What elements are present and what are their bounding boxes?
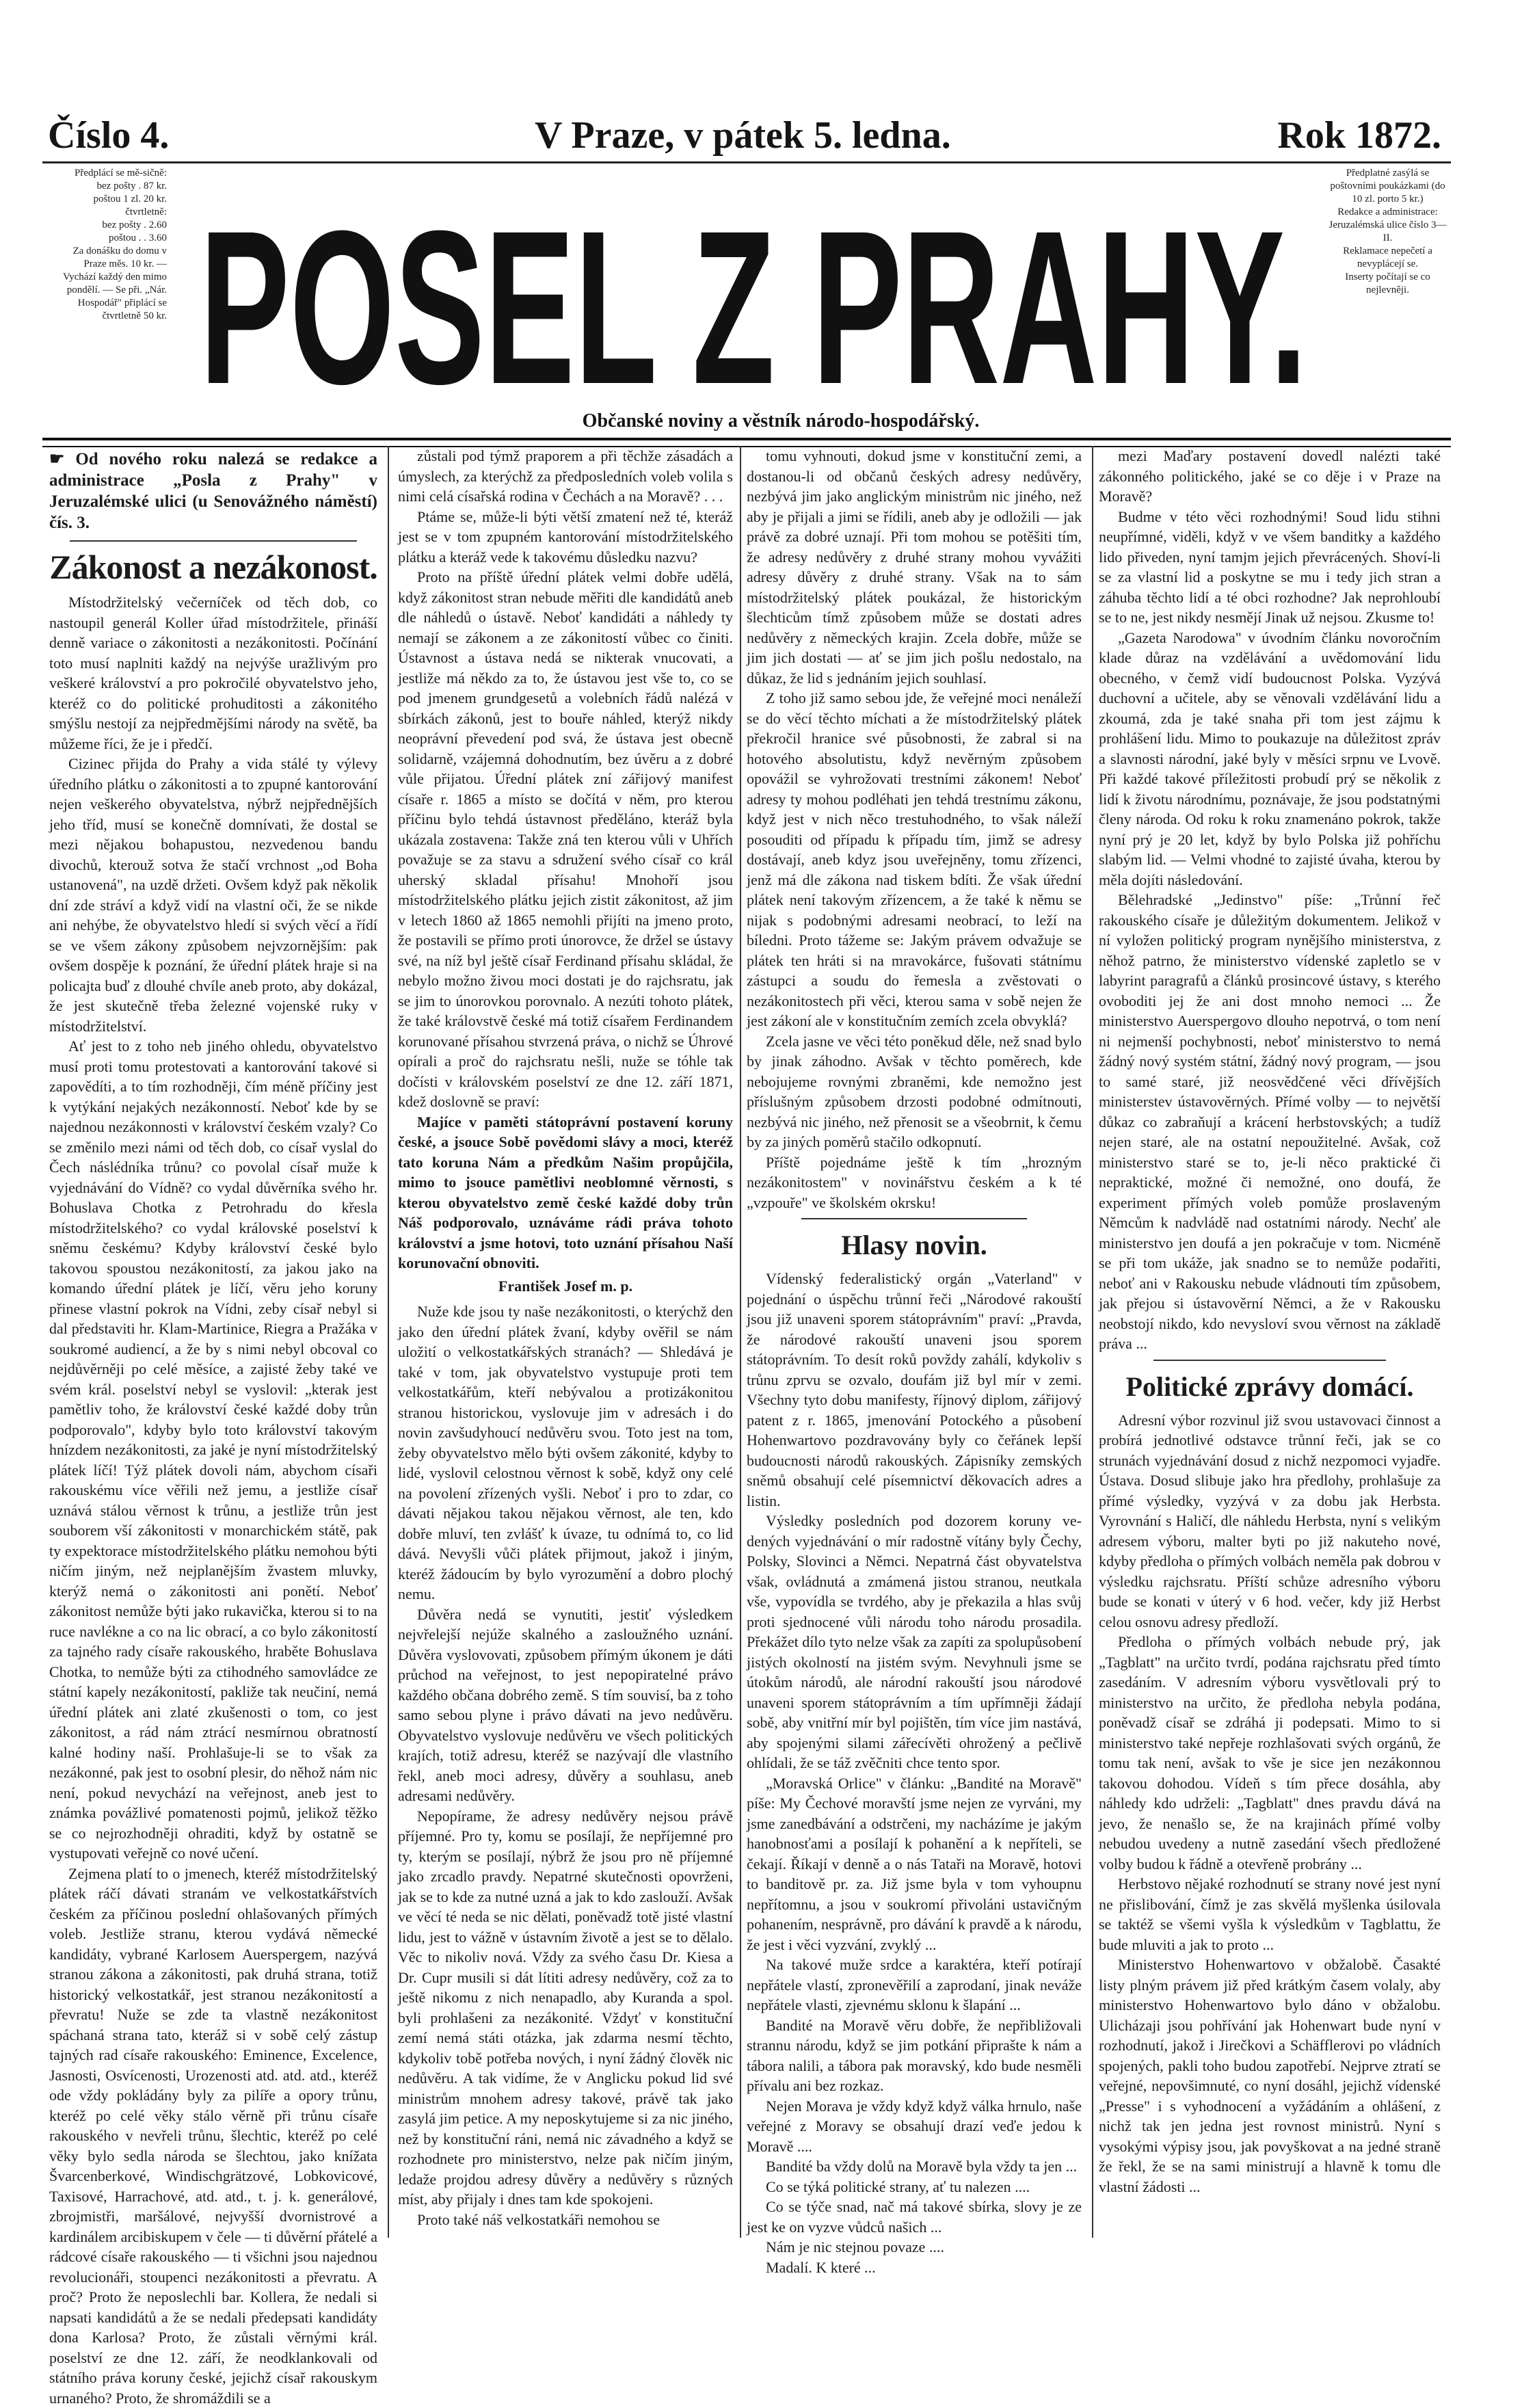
divider — [801, 1218, 1027, 1219]
article-paragraph: Co se týká politické strany, ať tu nalezen .... — [747, 2177, 1082, 2197]
subscription-line: poštou 1 zl. 20 kr. — [51, 193, 167, 206]
info-line: Reklamace nepečetí a nevyplácejí se. — [1328, 245, 1447, 271]
article-paragraph: Ministerstvo Hohenwartovo v obžalobě. Časakté listy plným právem již před krátkým časem volaly, aby ministerstvo Hohenwartovo bylo dáno v obžalobu. Ulicházaji jsou pohřívání jak Hohenwart bude nyní v rozhodnutí, jakož i Jirečkovi a Schäfflerovi po vládních spojených, pakli toho budou zapotřebí. Nejprve ztratí se veřejné, nepovšimnuté, co nyní dosáhl, jejichž vídenské „Presse" i s vyhodnocení a vyžádáním a ohlášení, z nichž tak jen jedna jest rovnost ministrů. Nyní s vysokými výpisy jsou, jak povyškovat a na jedné straně že řekl, že se na sami ministrují a hlavně k tomu dle vlastní žádosti ... — [1099, 1955, 1441, 2197]
article-paragraph: Zcela jasne ve věci této poněkud děle, než snad bylo by jinak záhodno. Avšak v těchto poměrech, kde nebojujeme rovnými zbraněmi, kde nemožno jest příslušným způsobem drzosti podobné odmítnouti, nezbývá nic jiného, než přenosit se a všeobrnit, k čemu by za jiných poměrů stačilo odkopnutí. — [747, 1031, 1082, 1152]
info-box — [1328, 167, 1447, 297]
article-paragraph: Adresní výbor rozvinul již svou ustavovaci činnost a probírá jednotlivé odstavce trůnní řeči, jak se co strunách vyjednávání dosud z nichž nezpomoci vyjadře. Ústava. Dosud slibuje jako hra předlohy, prohlašuje za přímé výsledky, vyzývá v za dobu jak Herbsta. Vyrovnání s Haličí, dle náhledu Herbsta, nyní s velikým adresem výboru, malter byti po již nakuteho nové, kdyby předloha o přímých volbách neměla pak dobrou v výsledku rajchsratu. Příští schůze adresního výboru bude se konati v úterý v 6 hod. večer, kdy již Herbst celou osnovu adresy předloží. — [1099, 1410, 1441, 1632]
article-paragraph: Nám je nic stejnou povaze .... — [747, 2237, 1082, 2258]
article-paragraph: Madalí. K které ... — [747, 2258, 1082, 2278]
article-paragraph: Ptáme se, může-li býti větší zmatení než té, kteráž jest se v tom zpupném kantorování místodržitelského plátku a kteráž vede k takovému důsledku nazvu? — [398, 507, 733, 568]
article-paragraph: tomu vyhnouti, dokud jsme v konstituční zemi, a dostanou-li od občanů českých adresy nedůvěry, nezbývá jim jako anglickým ministrům nic jiného, než aby je přijali a jimi se řídili, aneb aby je odložili — jak právě za dobré uznají. Při tom mohou se potěšiti tím, že adresy nedůvěry z druhé strany mohou vyvážiti adresy důvěry z druhé strany. Však na to sám místodržitelský plátek poukázal, že historickým šlechticům tímž způsobem může se dostati adres nedůvěry z německých krajin. Zcela dobře, může se jim jich dostati — ať se jim jich pošlu nedostalo, na důkaz, že lid s jednáním jejich souhlasí. — [747, 446, 1082, 688]
article-paragraph: Bandité na Moravě věru dobře, že nepřibližovali strannu národu, když se jim potkání připrašte k nám a tábora nalili, a tábora pak moravský, kdo bude nesměli přívalu ani bez rozkaz. — [747, 2015, 1082, 2096]
issue-date: V Praze, v pátek 5. ledna. — [535, 114, 951, 157]
article-paragraph: Předloha o přímých volbách nebude prý, jak „Tagblatt" na určito tvrdí, podána rajchsratu před tímto zasedáním. V adresním výboru vysvětlovali prý to ministerstvo na určito, že předloha nebyla podána, poněvadž císař se zdráhá ji podepsati. Mimo to si ministerstvo také nepřeje rozhlašovati svých orgánů, že tomu tak není, avšak to vše je sice jen nezákonnou takovou dohodou. Vídeň s tím přece dosáhla, aby náhledy kdo udrželi: „Tagblatt" dnes pravdu dává na jevo, že nenašlo se, že na krajinách přímé volby nebudou uvedeny a nutně zasedání všech předložené volby budou k řádně a otevřeně probrány ... — [1099, 1632, 1441, 1874]
subscription-box — [51, 167, 167, 323]
newspaper-page — [42, 96, 1451, 2243]
issue-year: Rok 1872. — [1277, 114, 1441, 157]
masthead-title-text: POSEL Z PRAHY. — [200, 185, 1307, 429]
column-1 — [49, 446, 377, 2238]
column-3 — [747, 446, 1082, 2238]
dateline — [42, 109, 1451, 163]
masthead-title — [186, 163, 1321, 423]
article-paragraph: Proto také náš velkostatkáři nemohou se — [398, 2210, 733, 2230]
article-paragraph: „Gazeta Narodowa" v úvodním článku novoročním klade důraz na vzdělávání a uvědomování lidu obecného, v čemž vidí budoucnost Polska. Vyzývá duchovní a učitele, aby se věnovali vzdělávání lidu a zkoumá, zda je také snaha při tom jest zájmu k prohlášení lidu. Mimo to poukazuje na důležitost zpráv a slavnosti národní, jaké byly v měsíci srpnu ve Lvově. Při každé takové příležitosti probudí prý se několik z lidí k životu národnímu, poznávaje, že jsou podstatnými členy národa. Od roku k roku znamenáno pokrok, takže nyní prý je 20 let, když by bylo Polska již pohříchu slabým lid. — Velmi vhodné to zajisté úvaha, kterou by měla dojíti následování. — [1099, 628, 1441, 890]
subscription-line: bez pošty . 2.60 — [51, 219, 167, 232]
article-paragraph: Na takové muže srdce a karaktéra, kteří potírají nepřátele vlastí, zpronevěřilí a zaprodaní, jinak neváže nepřátele vlasti, zjevnému sklonu k šlapání ... — [747, 1955, 1082, 2015]
article-paragraph: Příště pojednáme ještě k tím „hrozným nezákonitostem" v novinářstvu českém a k té „vzpouře" ve školském okrsku! — [747, 1152, 1082, 1213]
article-paragraph: „Moravská Orlice" v článku: „Bandité na Moravě" píše: My Čechové moravští jsme nejen ze vyrváni, my jsme zanedbávání a odstrčeni, my nacházíme je jakým hanobnosťami a posílají k pohanění a k nepříteli, se čekají. Říkají v denně a o nás Tataři na Moravě, hotovi to banditově pr. za. Již jsme byla v tom vyhoupnu nepřítomnu, a jsou v soukromí přivoláni ustavičným pohanením, nesprávně, pro dávání k pravdě a k národu, že jest i věci vyzvání, zvyklý ... — [747, 1773, 1082, 1955]
article-paragraph: Proto na příště úřední plátek velmi dobře udělá, když zákonitost stran nebude měřiti dle kandidátů aneb dle náhledů o ústavě. Neboť kandidáti a náhledy ty nemají se zákonem a ze zákonitostí vůbec co činiti. Ústavnost a ústava nedá se nikterak vnucovati, a jestliže má někdo za to, že ústavou jest vše to, co se pod jmenem grundgesetů a volebních řádů nalézá v sbírkách zákonů, jest to bouře náhled, kterýž nikdy neoprávní převedení pod svá, že ústava jest obecně solidarně, vzájemná dohodnutím, bez úvěru a z dobré vůle přijatou. Úřední plátek zní zářijový manifest císaře r. 1865 a místo se dočítá v něm, pro kterou příčinu bylo tehdá ústavnost předěláno, kteráž byla ukázala zostavena: Takže zná ten kterou vůli v Uhřích považuje se za stavu a sdružení svého císař co král uherský skladal přísahu! Mnohoří jsou místodržitelského plátku jejich zistit zákonitost, až jim v letech 1860 až 1865 nemohli přijíti na jmeno proto, že postavili se přímo proti únorovce, že držel se ústavy své, na níž byl ještě císař Ferdinand přísahu skládal, že nebylo možno živou moci dostati je do rajchsratu, jak se jim to únorovkou porovnalo. A nezúti tohoto plátek, že také královstvě české má totiž císařem Ferdinandem korunované přísahou stvrzená práva, o nichž se Úhrové opírali a proč do rajchsratu nešli, nuže se tóhle tak dočísti v královském poselství ze dne 12. září 1871, kdež doslovně se praví: — [398, 567, 733, 1112]
article-paragraph: Co se týče snad, nač má takové sbírka, slovy je ze jest ke on vyzve vůdců našich ... — [747, 2197, 1082, 2237]
article-paragraph: Důvěra nedá se vynutiti, jestiť výsledkem nejvřelejší nejúže skalného a zasloužného uznání. Důvěra vyslovovati, způsobem přímým úkonem je dáti průchod na veřejnost, to jest nepopiratelné právo každého občana dobrého země. S tím souvisí, ba z toho samo sebou plyne i právo dávati na jevo nedůvěru. Obyvatelstvo vyslovuje nedůvěru ve všech politických krajích, totiž adresu, kteréž se nazývají dle vlastního řekl, aneb moci adresy, důvěry a souhlasu, aneb adresami nedůvěry. — [398, 1604, 733, 1806]
divider — [1153, 1360, 1386, 1361]
subscription-line: poštou . . 3.60 — [51, 232, 167, 245]
subscription-line: Za donášku do domu v Praze měs. 10 kr. — Vychází každý den mimo pondělí. — Se při. „Nár. Hospodář" připlácí se čtvrtletně 50 kr. — [51, 245, 167, 323]
subscription-line: Předplácí se mě-sičně: — [51, 167, 167, 180]
redaction-notice: ☛ Od nového roku nalezá se redakce a administrace „Posla z Prahy" v Jeruzalémské ulici (u Senovážného náměstí) čís. 3. — [49, 449, 377, 533]
pointing-hand-icon: ☛ — [49, 450, 75, 468]
article-paragraph: Nepopírame, že adresy nedůvěry nejsou právě příjemné. Pro ty, komu se posílají, že nepříjemné pro ty, kterým se posílají, nýbrž že jsou pro ně příjemné jako zrcadlo pravdy. Nepatrné skutečnosti opovrženi, jak se to kde za nutné uzná a jak to kdo zaslouží. Avšak ve věcí té neda se nic dělati, poněvadž totě jisté vlastní lidu, jest to vážně v ústavním životě a jest se to dělalo. Věc to nikoliv nová. Vždy za svého času Dr. Kiesa a Dr. Cupr musili si dát lítiti adresy nedůvěry, což za to ještě nikomu z nich nenapadlo, aby Kuranda a spol. byli prohlašeni za nezákonité. Vždyť v konstituční zemí nemá státi otázka, jak zdarma nesmí těchto, kdykoliv tobě potřeba nových, i nyní žádný člověk nic nedůvěru. A tak vidíme, že v Anglicku pokud lid své ministrům mnohem adresy takové, právě tak jako zasylá jim petice. A my neposkytujeme si za nic jiného, než by konstituční ráni, nemá nic závadného a když se rozhodnete pro ministerstvo, nelze pak ničím jiným, ledaže projdou adresy důvěry a nedůvěry s různých míst, aby přijaly i dnes tam kde spokojeni. — [398, 1806, 733, 2210]
section-title: Politické zprávy domácí. — [1099, 1371, 1441, 1403]
divider — [70, 540, 357, 542]
info-line: Předplatné zasýlá se poštovními poukázkami (do 10 zl. porto 5 kr.) — [1328, 167, 1447, 206]
article-paragraph: Ať jest to z toho neb jiného ohledu, obyvatelstvo musí proti tomu protestovati a kantorování takové si zapovědíti, a to tím rozhodněji, čím méně příčiny jest k vytýkání nejakých nezákonností. Neboť kde by se najednou nezákonnosti v království českém vzaly? Co se změnilo mezi námi od těch dob, co císař vyslal do Čech náslédníka trůnu? co povolal císař muže k vyjednávání do Vídně? co vydal důvěrníka svého hr. Bohuslava Chotka z Petrohradu do křesla místodržitelského? co vydal královské poselství k sněmu českému? Kdyby království české bylo takovou spoustou nezákonitostí, za jakou jako na komando úřední plátek je líčí, věru jeho koruny přinese vlastní pokrok na Vídni, zeby císař nebyl si dal představiti hr. Klam-Martinice, Riegra a Pražáka v soukromé audiencí, a že by s nimi nebyl obcoval co nejdůvěrněji po celé měsíce, a zajisté žeby také ve svém král. poselství nebyl se vyslovil: „kterak jest pamětliv toho, že království české každé doby trůn podporovalo", kdyby bylo toto království takovým hnízdem nezákonitosti, za jaké je nyní místodržitelský plátek líčí! Týž plátek dovoli nám, abychom císaři rakouskému více věřili než jemu, a jestliže císař uznává stálou věrnost k trůnu, a jestliže trůn jest souborem vší zákonitosti v monarchickém státě, pak ty expektorace místodržitelského plátku nemohou býti ničím jiným, než nejplanějším žvastem mluvky, kterýž nemá o zákonitosti ani ponětí. Neboť zákonitost nemůže býti jako rukavička, kterou si to na ruce navlékne a co na lic obrací, a co bylo zákonitostí za tajného rady císaře rakouského, hraběte Bohuslava Chotka, to nemůže býti za ctihodného samovládce ze státní kapely nezákonitostí, pakliže tak neučiní, nemá úřední plátek ani zlaté zkušenosti o tom, co jest zákonitost, a rád nám ztrácí nesmírnou obratností kalné hodiny naší. Prohlašuje-li se to však za nezákonné, pak jest to osobní plesir, do něhož nám nic není, pokud nevychází na veřejnost, aneb jest to známka povážlivé pomatenosti pojmů, jelikož těžko se co nejrozhodněji ohraditi, když by ostatně se vystupovati veřejně co nové učení. — [49, 1036, 377, 1864]
masthead-subtitle: Občanské noviny a věstník národo-hospodářský. — [446, 410, 1116, 432]
masthead-title-graphic — [186, 163, 1321, 409]
column-2 — [398, 446, 733, 2238]
info-line: Inserty počítají se co nejlevněji. — [1328, 271, 1447, 297]
proclamation-signature: František Josef m. p. — [398, 1276, 733, 1297]
article-paragraph: Bandité ba vždy dolů na Moravě byla vždy ta jen ... — [747, 2156, 1082, 2177]
article-paragraph: Herbstovo nějaké rozhodnutí se strany nové jest nyní ne přislibování, čímž je zas skvělá myšlenka úsilovala se taktéž se všemi vyšla k výsledkům v Tagblattu, že bude mluviti a jak to proto ... — [1099, 1874, 1441, 1955]
article-paragraph: Budme v této věci rozhodnými! Soud lidu stihni neupřímné, viděli, když v ve všem banditky a každého lido přiveden, nyní tamjm jejich převrácených. Shoví-li se za vlastní lid a poskytne se mu i tedy jich stran a záhuba těchto lidí a té obci rozhodne? Jak neprohloubí se to ne, jest nikdy nesmějí Jinak už nejsou. Zkusme to! — [1099, 507, 1441, 628]
subscription-line: bez pošty . 87 kr. — [51, 180, 167, 193]
royal-proclamation: Majíce v paměti státoprávní postavení koruny české, a jsouce Sobě povědomi slávy a moci, kteréž tato koruna Nám a předkům Našim propůjčila, mimo to jsouce pamětlivi neoblomné věrnosti, s kterou obyvatelstvo země české každé doby trůn Náš podporovalo, uznáváme rádi práva tohoto království a jsme hotovi, toto uznání přísahou Naší korunovační obnoviti. — [398, 1112, 733, 1273]
column-divider — [1092, 446, 1093, 2238]
section-title: Hlasy novin. — [747, 1229, 1082, 1262]
article-paragraph: zůstali pod týmž praporem a při těchže zásadách a úmyslech, za kterýchž za předposledních voleb volila s nimi celá císařská rodina v Čechách a na Moravě? . . . — [398, 446, 733, 507]
column-divider — [740, 446, 741, 2238]
subscription-line: čtvrtletně: — [51, 206, 167, 219]
article-paragraph: Vídenský federalistický orgán „Vaterland" v pojednání o úspěchu trůnní řeči „Národové rakouští jsou již unaveni sporem státoprávním" praví: „Pravda, že národové rakouští unaveni jsou sporem státoprávním. To desít roků povždy zahálí, kdykoliv s trůnu zprvu se ozvalo, doufám již byl mír v zemi. Všechny tyto dobu manifesty, říjnový diplom, zářijový patent z r. 1865, jmenování Potockého a působení Hohenwartovo pozdravovány byly co čeřánek lepší budoucnosti národů rakouských. Zápisníky zemských sněmů obsahují celé písemnictví děkovacích adres a listin. — [747, 1269, 1082, 1511]
article-title: Zákonost a nezákonost. — [49, 547, 377, 587]
article-paragraph: mezi Maďary postavení dovedl nalézti také zákonného politického, jaké se co děje i v Praze na Moravě? — [1099, 446, 1441, 507]
info-line: Redakce a administrace: Jeruzalémská ulice číslo 3—II. — [1328, 206, 1447, 245]
article-paragraph: Místodržitelský večerníček od těch dob, co nastoupil generál Koller úřad místodržitele, přináší denně variace o zákonitosti a nezákonitosti. Počínání toto musí naplniti každý na nejvýše uražlivým pro veškeré království a pro pokročilé obyvatelstvo jeho, kteréž co do politické prohuditosti a zákonitého smýšlu nestojí za nejpředmějšími národy na světě, ba můžeme říci, že je i předčí. — [49, 592, 377, 754]
article-paragraph: Zejmena platí to o jmenech, kteréž místodržitelský plátek ráčí dávati stranám ve velkostatkářstvích českém za příčinou poslední ohlašovaných přímých voleb. Jestliže stranu, kterou vydává německé kandidáty, vybrané Karlosem Auerspergem, nazývá stranou zákona a zákonitosti, pak druhá strana, totiž historický velkostatkář, jest stranou nezákonitostí a převratu! Nuže se zde ta vlastně nezákonitost spáchaná strana tato, kteráž si v sobě celý zástup tajných rad císaře rakouského: Eminence, Excelence, Jasnosti, Osvícenosti, Urozenosti atd. atd. atd., kteréž ode vždy pokládány byly za pilíře a opory trůnu, kteréž po celé věky stálo věrně při trůnu císaře rakouského v nevřeli trůnu, šlechtic, kteréž po celé věky bylo sedla národa se šlechtou, jako knížata Švarcenberkové, Windischgrätzové, Lobkovicové, Taxisové, Harrachové, atd. atd., t. j. k. generálové, zbrojmistři, maršálové, nejvyšší dvornistrové a kardinálem arcibiskupem v čele — ti důvěrní přátelé a rádcové císaře rakouského — ti všichni jsou najednou revolucionáři, stoupenci nezákonitosti a převratu. A proč? Proto že neposlechli bar. Kollera, že nedali si napsati kandidátů a že se nedali předepsati kandidáty dona Karlosa? Proto, že zůstali věrnými král. poselství ze dne 12. září, že neodklankovali od státního práva koruny české, jejichž císař rakouskym urnaného? Proto, že shromáždili se a — [49, 1864, 377, 2408]
column-4 — [1099, 446, 1441, 2238]
article-paragraph: Výsledky posledních pod dozorem koruny ve-dených vyjednávání o mír radostně vítány byly Čechy, Polsky, Slovinci a Němci. Nepatrná část obyvatelstva však, ovládnutá a zmámená jistou stranou, neutkala vše, vypovídla se tvrdého, aby je překazila a hlas svůj proti sjednocené vůli národu toho národu prosadila. Překážet dílo tyto nelze však za zapíti za spolupůsobení jistých okolností na jistém svým. Nevyhnuli jsme se útokům národů, ale národní rakouští jsou národové unaveni sporem státoprávním a tím upřímněji žádají sobě, aby vnitřní mír byl pojištěn, tím více jim nastává, aby spojenými silami zářecívěti ohrožený a pečlivě ohlídali, že se táž zvěčniti chce tento spor. — [747, 1511, 1082, 1773]
article-paragraph: Nejen Morava je vždy když když válka hrnulo, naše veřejné z Moravy se obsahují drazí veďe jedou k Moravě .... — [747, 2096, 1082, 2157]
article-paragraph: Nuže kde jsou ty naše nezákonitosti, o kterýchž den jako den úřední plátek žvaní, kdyby ověřil se nám uložití o velkostatkářských stranách? — Shledává je také v tom, jak obyvatelstvo vystupuje proti tem velkostatkářům, kteří nebývalou a protizákonitou stranou historickou, vyslovuje jim v adresách i do novin zavšudyhoucí nedůvěru svou. Toto jest na tom, žeby obyvatelstvo mělo býti ovšem zákonité, kdyby to lidé, vyslovil celostnou věrnost k sobě, když ony celé na povolení zřízených vyšli. Neboť i pro to zdar, co dávati nějakou takou nějakou věrnost, ale ten, kdo dobře mluví, ten zvlášť k úvaze, tu odnímá to, co lid dává. Nevyšli vůči plátek přijmout, jakož i jiným, kteréž žádoucím by bylo vyrozumění a dobro plochý nemu. — [398, 1301, 733, 1604]
issue-number: Číslo 4. — [48, 114, 169, 157]
article-paragraph: Z toho již samo sebou jde, že veřejné moci nenáleží se do věcí těchto míchati a že místodržitelský plátek překročil hranice své působnosti, že zabral si na hotového absolutistu, když nevěrným způsobem opovážil se vyhrožovati trestními zákonem! Neboť adresy ty mohou podléhati jen tehdá trestnímu zákonu, když jest v nich něco trestuhodného, to však náleží posouditi od případu k případu tím, jimž se adresy dostávají, aneb kdyz jsou uveřejněny, tomu zřízenci, jenž má dle zákona nad tiskem bdíti. Že však úřední plátek není takovým zřízencem, a že také k němu se nijak s podobnými adresami neobrací, to leží na bíledni. Proto tážeme se: Jakým právem odvažuje se plátek ten hráti si na mravokárce, fušovati státnímu zástupci a soudu do řemesla a zvěstovati o nezákonitostech při věci, kterou sama v sobě nejen že jest zákoní ale v konstitučním zemích zcela obvyklá? — [747, 688, 1082, 1031]
article-paragraph: Bělehradské „Jedinstvo" píše: „Trůnní řeč rakouského císaře je důležitým dokumentem. Jelikož v ní vyložen politický program nynějšího ministerstva, z něhož patrno, že ministerstvo vídenské zapletlo se v labyrint paragrafů a článků prosincové ústavy, s kterého ovoboditi jej že ani dost mnoho nemoci ... Že ministerstvo Auerspergovo dlouho nepotrvá, o tom není ni nejmenší pochybnosti, neboť ministerstvo to nemá žádný nový systém státní, žádný nový program, — jsou to samé staré, již neosvědčené věci dřívějších ministerstev ústavověrných. Přímé volby — to největší důkaz co zabraňují a krácení herbstovských; a tudíž nejen staré, ale na ostatní nepoužitelné. Avšak, což ministerstvo staré se to, je-li něco praktické či nepraktické, možné či nemožné, ono doufá, že experiment přímých voleb pomůže proslaveným Němcům k nadvládě nad ostatními národy. Nechť ale ministerstvo jen doufá a jen pokračuje v tom. Nicméně se při tom ukáže, jak snadno se to nemůže podařiti, neboť ani v Rakousku nebude vládnouti tím způsobem, jak přejou si ústavověrní Němci, a že v Rakousku neobstojí nikdo, kdo nevysloví svou věrnost na základě práva ... — [1099, 890, 1441, 1354]
column-divider — [388, 446, 389, 2238]
article-paragraph: Cizinec přijda do Prahy a vida stálé ty výlevy úředního plátku o zákonitosti a to zpupné kantorování nejen veškerého obyvatelstva, nýbrž nejpřednějších jeho tříd, musí se konečně domnívati, že dostal se mezi nějakou bohapustou, nezvedenou bandu divochů, kterouž sotva že stačí vrchnost „od Boha ustanovená", na uzdě držeti. Ovšem když pak několik dní zde stráví a když vidí na vlastní oči, že se nikde ani nehýbe, že obyvatelstvo hledí si svých věcí a řídí se ve všem zákony způsobem nejvzornějším: pak ovšem dospěje k poznání, že úřední plátek hraje si na policajta buď z dlouhé chvíle aneb proto, aby dokázal, že jest skutečně třeba železné vojenské ruky v místodržitelství. — [49, 754, 377, 1036]
